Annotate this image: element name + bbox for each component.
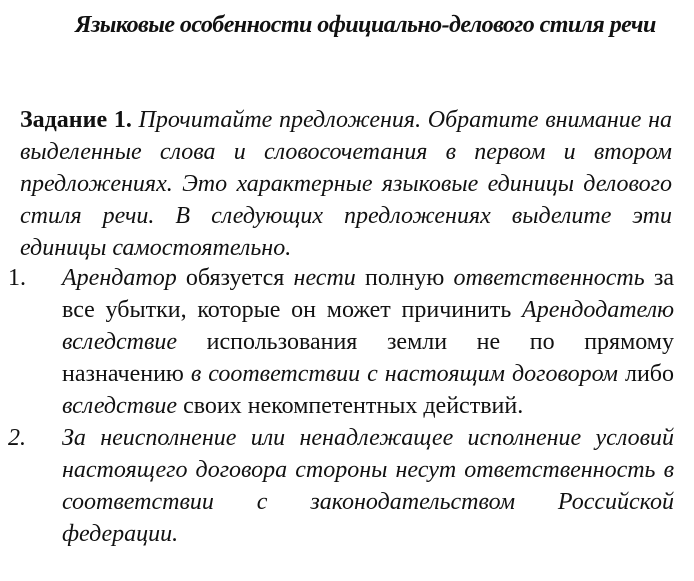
- page-title: Языковые особенности официально-делового стиля речи: [75, 12, 656, 38]
- highlighted-term: Арендодателю вследствие: [62, 297, 674, 355]
- plain-text: своих некомпетентных действий.: [177, 393, 524, 419]
- highlighted-term: вследствие: [62, 393, 178, 419]
- sentence-list: [0, 262, 694, 550]
- sentence-number: 2.: [8, 425, 26, 451]
- sentence-number: 1.: [8, 265, 26, 291]
- highlighted-term: в соответствии с настоящим договором: [190, 361, 618, 387]
- highlighted-term: нести: [293, 265, 356, 291]
- highlighted-term: Арендатор: [62, 265, 177, 291]
- plain-text: за все убытки, которые он может причинить: [62, 265, 675, 323]
- task-paragraph: [20, 104, 672, 264]
- plain-text: либо: [617, 361, 674, 387]
- plain-text: обязуется: [176, 265, 294, 291]
- highlighted-term: За неисполнение или ненадлежащее исполнение условий настоящего договора стороны несут ответственность в соответствии с законодательством Российской федерации.: [62, 425, 674, 547]
- sentence-item: [0, 262, 674, 422]
- sentence-text: [62, 425, 674, 547]
- highlighted-term: ответственность: [453, 265, 645, 291]
- task-label: Задание 1.: [20, 107, 132, 133]
- sentence-item: [0, 422, 674, 550]
- plain-text: использования земли не по прямому назначению: [62, 329, 674, 387]
- sentence-text: [62, 265, 674, 419]
- task-instruction: Прочитайте предложения. Обратите внимание на выделенные слова и словосочетания в первом и втором предложениях. Это характерные языковые единицы делового стиля речи. В следующих предложениях выделите эти единицы самостоятельно.: [20, 107, 673, 261]
- plain-text: полную: [355, 265, 454, 291]
